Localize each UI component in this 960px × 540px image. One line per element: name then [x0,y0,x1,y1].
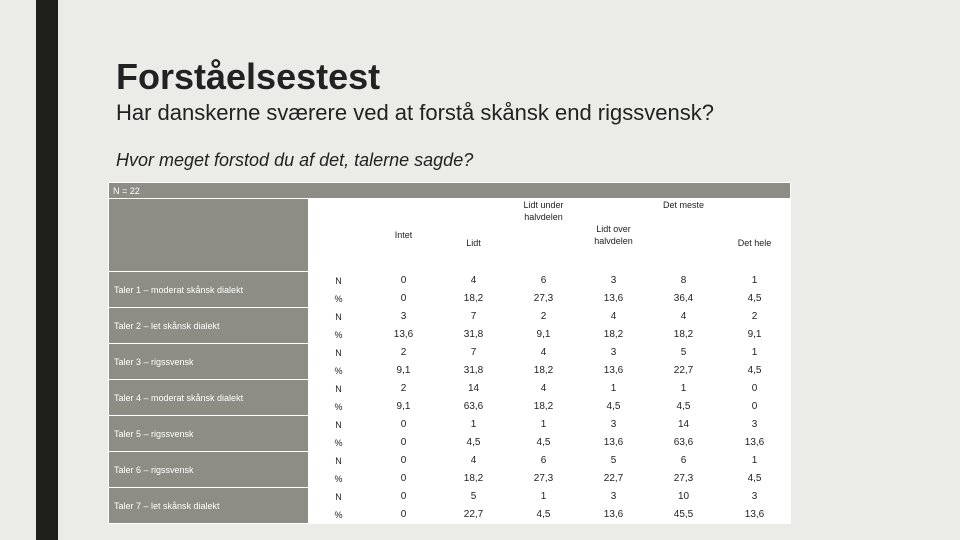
table-cell: 14 [439,380,509,398]
table-cell: 4,5 [719,290,791,308]
speaker-label: Taler 3 – rigssvensk [109,344,309,380]
table-cell: 4,5 [579,398,649,416]
table-cell: 1 [649,380,719,398]
table-cell: 4 [649,308,719,326]
survey-question: Hvor meget forstod du af det, talerne sagde? [116,150,474,170]
table-cell: 3 [369,308,439,326]
speaker-label: Taler 2 – let skånsk dialekt [109,308,309,344]
accent-bar [36,0,58,540]
table-cell: 6 [509,452,579,470]
table-cell: 3 [579,344,649,362]
table-cell: 2 [369,344,439,362]
table-cell: 27,3 [509,290,579,308]
table-cell: 5 [439,488,509,506]
table-cell: 0 [369,488,439,506]
table-cell: 4 [509,344,579,362]
unit-label: N [309,488,369,506]
table-cell: 0 [719,380,791,398]
table-cell: 0 [369,434,439,452]
table-cell: 9,1 [719,326,791,344]
table-cell: 1 [509,488,579,506]
table-cell: 4,5 [719,470,791,488]
table-cell: 45,5 [649,506,719,524]
table-cell: 6 [509,272,579,290]
table-cell: 4,5 [719,362,791,380]
table-cell: 6 [649,452,719,470]
table-row [109,272,791,290]
table-cell: 18,2 [439,290,509,308]
column-header: Det hele [719,199,791,272]
table-cell: 18,2 [509,398,579,416]
table-cell: 27,3 [649,470,719,488]
unit-label: N [309,344,369,362]
table-cell: 18,2 [649,326,719,344]
table-cell: 63,6 [649,434,719,452]
table-cell: 9,1 [509,326,579,344]
table-cell: 2 [369,380,439,398]
unit-label: N [309,272,369,290]
table-cell: 9,1 [369,398,439,416]
column-header: Lidt under halvdelen [509,199,579,272]
table-cell: 10 [649,488,719,506]
sample-size-label: N = 22 [109,183,791,199]
table-cell: 0 [369,290,439,308]
table-cell: 63,6 [439,398,509,416]
table-cell: 4 [439,272,509,290]
table-cell: 0 [369,272,439,290]
unit-label: % [309,506,369,524]
table-cell: 36,4 [649,290,719,308]
unit-label: N [309,380,369,398]
table-cell: 4 [579,308,649,326]
table-cell: 13,6 [719,506,791,524]
table-cell: 0 [369,470,439,488]
table-cell: 1 [509,416,579,434]
table-row [109,308,791,326]
speaker-label: Taler 4 – moderat skånsk dialekt [109,380,309,416]
table-cell: 4,5 [649,398,719,416]
table-cell: 13,6 [579,290,649,308]
speaker-label: Taler 6 – rigssvensk [109,452,309,488]
table-cell: 2 [719,308,791,326]
unit-label: N [309,416,369,434]
slide-title: Forståelsestest [116,56,381,97]
table-cell: 1 [719,272,791,290]
table-cell: 3 [579,416,649,434]
table-cell: 3 [579,488,649,506]
table-cell: 3 [579,272,649,290]
table-cell: 14 [649,416,719,434]
table-cell: 0 [719,398,791,416]
table-cell: 7 [439,308,509,326]
table-row [109,380,791,398]
table-cell: 0 [369,416,439,434]
table-cell: 9,1 [369,362,439,380]
table-cell: 3 [719,416,791,434]
table-cell: 5 [579,452,649,470]
table-cell: 1 [579,380,649,398]
column-header: Lidt over halvdelen [579,199,649,272]
table-cell: 13,6 [719,434,791,452]
table-cell: 13,6 [579,362,649,380]
table-cell: 18,2 [439,470,509,488]
speaker-label: Taler 5 – rigssvensk [109,416,309,452]
table-cell: 3 [719,488,791,506]
table-cell: 1 [719,452,791,470]
table-cell: 22,7 [649,362,719,380]
table-cell: 2 [509,308,579,326]
table-cell: 18,2 [579,326,649,344]
unit-label: % [309,470,369,488]
table-cell: 13,6 [369,326,439,344]
table-row [109,416,791,434]
column-header: Lidt [439,199,509,272]
unit-label: % [309,326,369,344]
table-cell: 5 [649,344,719,362]
table-cell: 0 [369,452,439,470]
header-unit-blank [309,199,369,272]
table-cell: 27,3 [509,470,579,488]
table-cell: 31,8 [439,362,509,380]
table-cell: 18,2 [509,362,579,380]
table-cell: 0 [369,506,439,524]
table-cell: 7 [439,344,509,362]
table-cell: 1 [439,416,509,434]
table-row [109,344,791,362]
table-cell: 4,5 [509,506,579,524]
table-cell: 1 [719,344,791,362]
column-header: Det meste [649,199,719,272]
speaker-label: Taler 1 – moderat skånsk dialekt [109,272,309,308]
table-cell: 4,5 [439,434,509,452]
table-row [109,488,791,506]
table-cell: 13,6 [579,506,649,524]
unit-label: N [309,308,369,326]
table-cell: 4 [509,380,579,398]
header-blank [109,199,309,272]
table-cell: 22,7 [439,506,509,524]
side-bar [0,0,12,540]
unit-label: % [309,398,369,416]
slide-subtitle: Har danskerne sværere ved at forstå skånsk end rigssvensk? [116,100,714,125]
unit-label: % [309,290,369,308]
unit-label: N [309,452,369,470]
results-table [108,182,791,524]
table-cell: 13,6 [579,434,649,452]
speaker-label: Taler 7 – let skånsk dialekt [109,488,309,524]
table-cell: 8 [649,272,719,290]
table-cell: 4 [439,452,509,470]
table-cell: 22,7 [579,470,649,488]
table-cell: 31,8 [439,326,509,344]
column-header: Intet [369,199,439,272]
unit-label: % [309,362,369,380]
table-row [109,452,791,470]
table-cell: 4,5 [509,434,579,452]
unit-label: % [309,434,369,452]
